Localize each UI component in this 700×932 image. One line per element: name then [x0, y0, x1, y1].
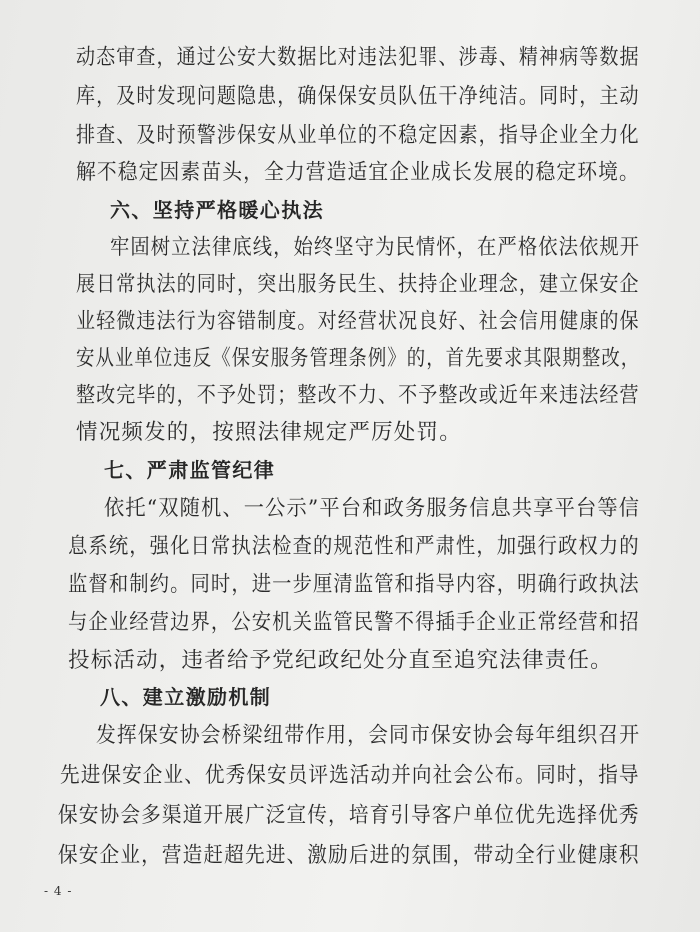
text-line: 整改完毕的，不予处罚；整改不力、不予整改或近年来违法经营 — [76, 383, 640, 408]
text-line: 安从业单位违反《保安服务管理条例》的，首先要求其限期整改， — [76, 346, 641, 371]
section-heading-6: 六、坚持严格暖心执法 — [110, 198, 324, 222]
text-line: 牢固树立法律底线，始终坚守为民情怀，在严格依法依规开 — [110, 235, 641, 260]
text-line: 监督和制约。同时，进一步厘清监管和指导内容，明确行政执法 — [68, 572, 640, 597]
text-line: 保安企业，营造赶超先进、激励后进的氛围，带动全行业健康积 — [58, 843, 640, 868]
page-number: - 4 - — [44, 884, 73, 898]
text-line: 息系统，强化日常执法检查的规范性和严肃性，加强行政权力的 — [68, 534, 640, 559]
text-line: 排查、及时预警涉保安从业单位的不稳定因素，指导企业全力化 — [76, 123, 640, 148]
text-line: 展日常执法的同时，突出服务民生、扶持企业理念，建立保安企 — [76, 272, 640, 297]
text-line: 情况频发的，按照法律规定严厉处罚。 — [76, 420, 462, 445]
text-line: 动态审查，通过公安大数据比对违法犯罪、涉毒、精神病等数据 — [76, 45, 640, 70]
section-heading-8: 八、建立激励机制 — [100, 685, 272, 709]
text-line: 解不稳定因素苗头，全力营造适宜企业成长发展的稳定环境。 — [76, 160, 640, 185]
text-line: 与企业经营边界，公安机关监管民警不得插手企业正常经营和招 — [68, 610, 640, 635]
section-heading-7: 七、严肃监管纪律 — [104, 458, 276, 482]
text-line: 依托“双随机、一公示”平台和政务服务信息共享平台等信 — [104, 496, 641, 521]
text-line: 保安协会多渠道开展广泛宣传，培育引导客户单位优先选择优秀 — [58, 803, 640, 828]
text-line: 发挥保安协会桥梁纽带作用，会同市保安协会每年组织召开 — [96, 723, 641, 748]
text-line: 投标活动，违者给予党纪政纪处分直至追究法律责任。 — [68, 648, 613, 673]
text-line: 库，及时发现问题隐患，确保保安员队伍干净纯洁。同时，主动 — [76, 84, 640, 109]
text-line: 业轻微违法行为容错制度。对经营状况良好、社会信用健康的保 — [76, 309, 640, 334]
text-line: 先进保安企业、优秀保安员评选活动并向社会公布。同时，指导 — [60, 763, 640, 788]
